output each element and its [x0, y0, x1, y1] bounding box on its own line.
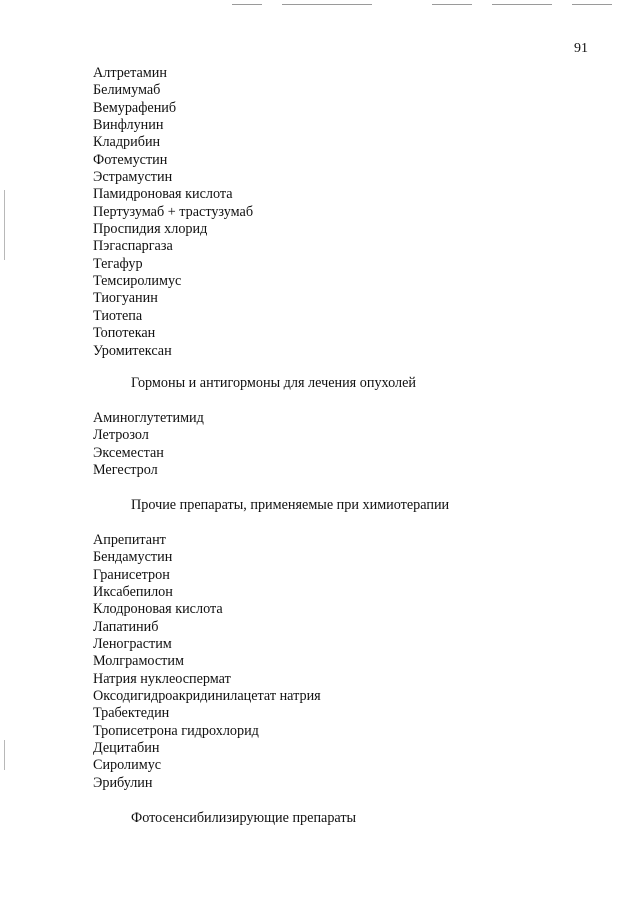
scan-artifact-left-mark — [4, 190, 5, 260]
page-number: 91 — [574, 41, 588, 56]
list-item: Памидроновая кислота — [93, 186, 233, 203]
list-item: Мегестрол — [93, 462, 158, 479]
list-item: Ленограстим — [93, 636, 172, 653]
section-heading-other-chemo: Прочие препараты, применяемые при химиотерапии — [131, 497, 450, 513]
list-item: Трописетрона гидрохлорид — [93, 722, 259, 739]
scan-artifact-top-line — [572, 4, 612, 5]
scan-artifact-left-mark — [4, 740, 5, 770]
list-item: Тиогуанин — [93, 290, 158, 307]
list-item: Темсиролимус — [93, 273, 182, 290]
list-item: Апрепитант — [93, 532, 166, 548]
drug-list-hormones — [93, 410, 204, 479]
list-item: Летрозол — [93, 427, 149, 444]
list-item: Бендамустин — [93, 549, 173, 566]
scan-artifact-top-line — [282, 4, 372, 5]
drug-list-other-chemo — [93, 532, 321, 792]
drug-list-cytostatics — [93, 65, 253, 360]
list-item: Кладрибин — [93, 134, 161, 151]
list-item: Эстрамустин — [93, 169, 173, 186]
scan-artifact-top-line — [232, 4, 262, 5]
list-item: Алтретамин — [93, 65, 167, 81]
list-item: Натрия нуклеоспермат — [93, 670, 231, 687]
list-item: Проспидия хлорид — [93, 221, 208, 238]
list-item: Клодроновая кислота — [93, 601, 223, 618]
list-item: Уромитексан — [93, 342, 172, 359]
list-item: Пертузумаб + трастузумаб — [93, 203, 254, 220]
list-item: Эрибулин — [93, 774, 153, 791]
scan-artifact-top-line — [492, 4, 552, 5]
list-item: Децитабин — [93, 740, 160, 757]
list-item: Пэгаспаргаза — [93, 238, 173, 255]
list-item: Топотекан — [93, 325, 156, 342]
list-item: Оксодигидроакридинилацетат натрия — [93, 688, 321, 705]
list-item: Лапатиниб — [93, 618, 159, 635]
list-item: Иксабепилон — [93, 584, 173, 601]
list-item: Вемурафениб — [93, 99, 177, 116]
list-item: Винфлунин — [93, 117, 164, 134]
list-item: Эксеместан — [93, 444, 164, 461]
scan-artifact-top-line — [432, 4, 472, 5]
section-heading-hormones: Гормоны и антигормоны для лечения опухолей — [131, 375, 416, 391]
list-item: Белимумаб — [93, 82, 161, 99]
section-heading-photosensitizers: Фотосенсибилизирующие препараты — [131, 810, 357, 826]
list-item: Тиотепа — [93, 307, 143, 324]
list-item: Аминоглутетимид — [93, 410, 204, 426]
list-item: Молграмостим — [93, 653, 184, 670]
list-item: Трабектедин — [93, 705, 170, 722]
list-item: Фотемустин — [93, 151, 168, 168]
list-item: Тегафур — [93, 255, 143, 272]
list-item: Сиролимус — [93, 757, 162, 774]
list-item: Гранисетрон — [93, 566, 170, 583]
